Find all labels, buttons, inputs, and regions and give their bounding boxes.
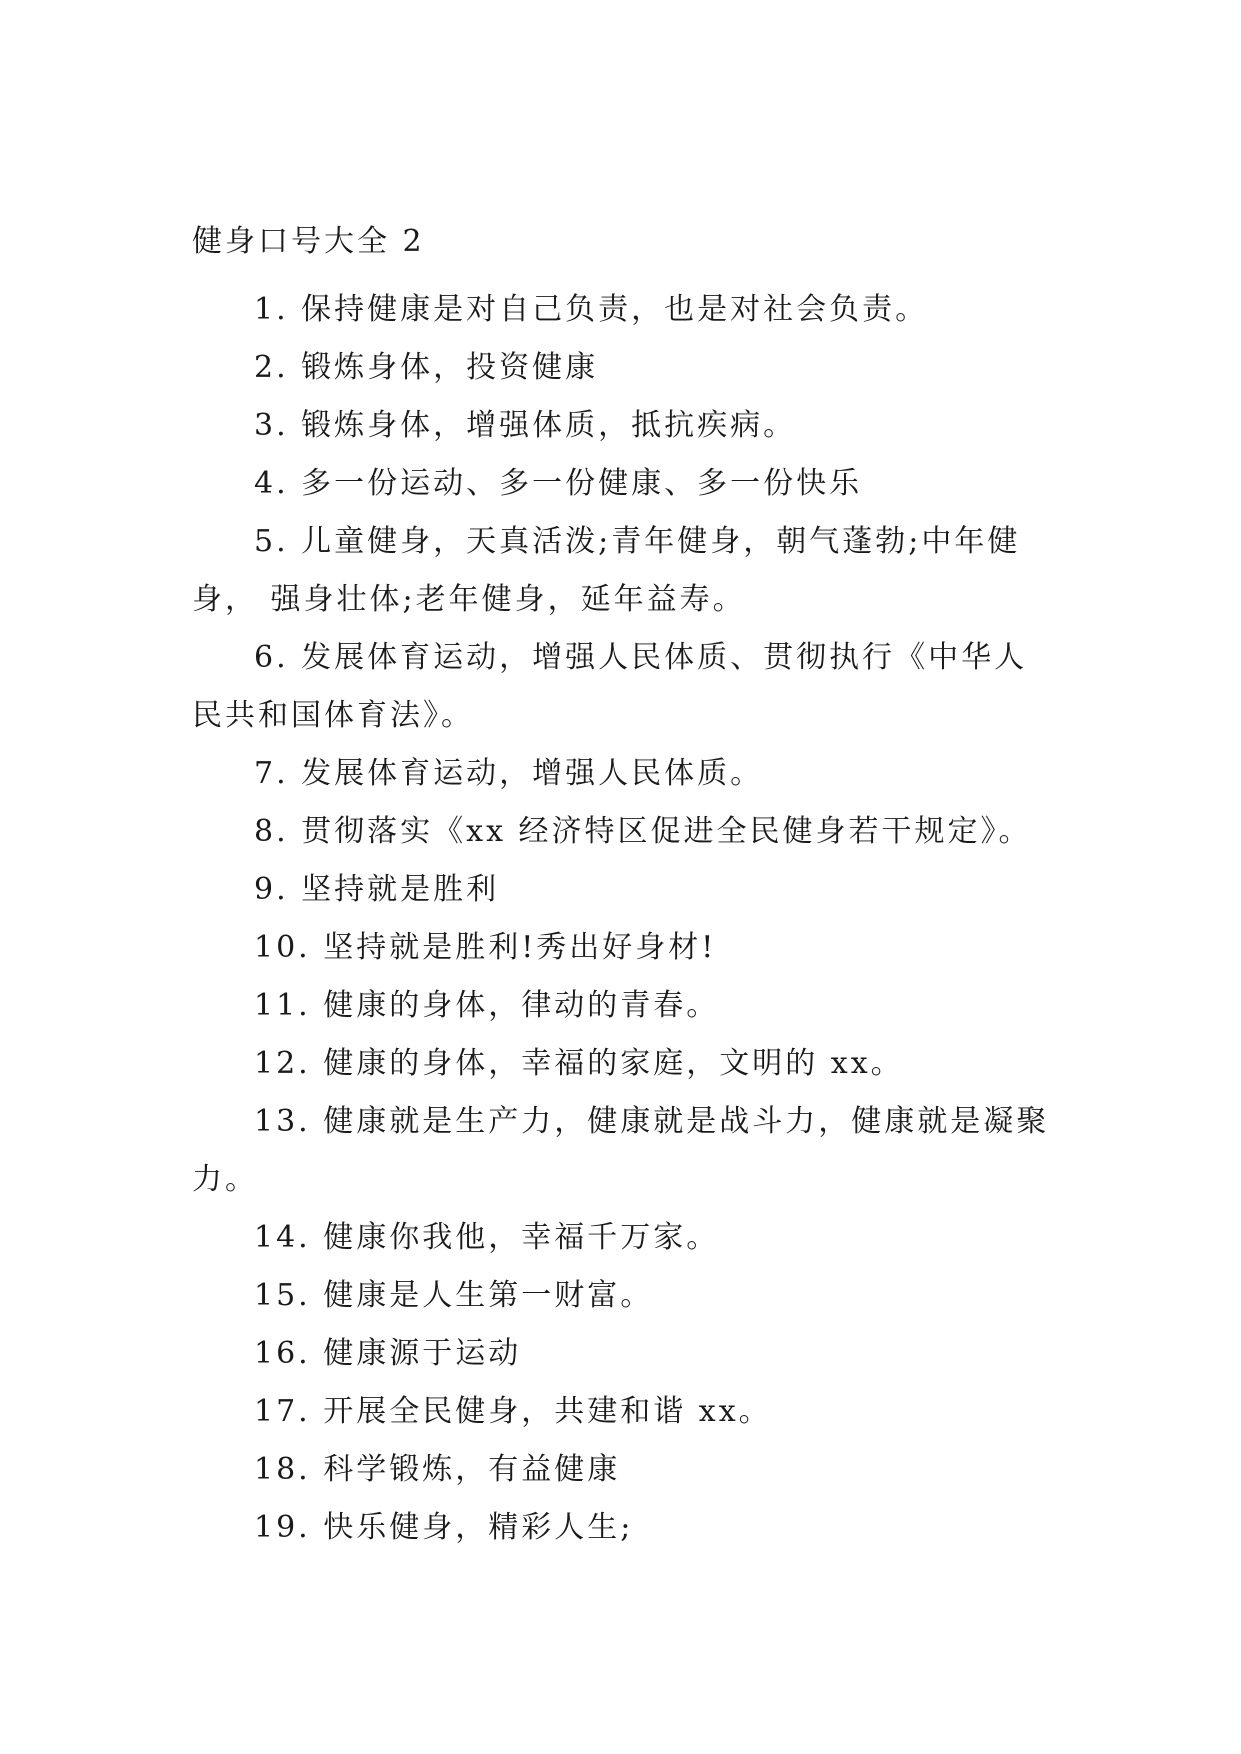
- slogan-item: 12. 健康的身体，幸福的家庭，文明的 xx。: [254, 1046, 904, 1081]
- slogan-item: 7. 发展体育运动，增强人民体质。: [254, 756, 764, 791]
- slogan-item: 17. 开展全民健身，共建和谐 xx。: [254, 1394, 772, 1429]
- slogan-item: 2. 锻炼身体，投资健康: [254, 350, 599, 385]
- slogan-item: 15. 健康是人生第一财富。: [254, 1278, 654, 1313]
- slogan-item: 14. 健康你我他，幸福千万家。: [254, 1220, 720, 1255]
- slogan-list: [192, 281, 1058, 1557]
- slogan-item: 8. 贯彻落实《xx 经济特区促进全民健身若干规定》。: [254, 814, 1032, 849]
- slogan-item: 1. 保持健康是对自己负责，也是对社会负责。: [254, 292, 929, 327]
- slogan-item: 9. 坚持就是胜利: [254, 872, 500, 907]
- slogan-item: 3. 锻炼身体，增强体质，抵抗疾病。: [254, 408, 797, 443]
- slogan-item: 4. 多一份运动、多一份健康、多一份快乐: [254, 466, 863, 501]
- slogan-item: 11. 健康的身体，律动的青春。: [254, 988, 720, 1023]
- slogan-item: 10. 坚持就是胜利!秀出好身材!: [254, 930, 717, 965]
- slogan-item: 13. 健康就是生产力，健康就是战斗力，健康就是凝聚力。: [192, 1104, 1050, 1197]
- slogan-item: 18. 科学锻炼，有益健康: [254, 1452, 621, 1487]
- slogan-item: 19. 快乐健身，精彩人生;: [254, 1510, 634, 1545]
- slogan-item: 5. 儿童健身，天真活泼;青年健身，朝气蓬勃;中年健身， 强身壮体;老年健身，延年益寿。: [192, 524, 1021, 617]
- slogan-item: 6. 发展体育运动，增强人民体质、贯彻执行《中华人民共和国体育法》。: [192, 640, 1028, 733]
- document-title: 健身口号大全 2: [192, 224, 425, 259]
- slogan-item: 16. 健康源于运动: [254, 1336, 522, 1371]
